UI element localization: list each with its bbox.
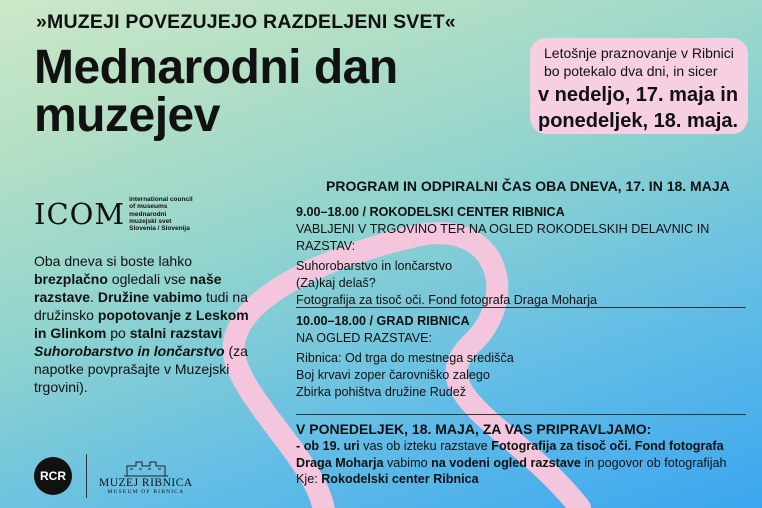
- list-item: Zbirka pohištva družine Rudež: [296, 385, 467, 399]
- list-item: Fotografija za tisoč oči. Fond fotografa Draga Moharja: [296, 293, 598, 307]
- info-line-1: Letošnje praznovanje v Ribnici: [544, 45, 734, 61]
- text-run-bold: - ob 19. uri: [296, 439, 360, 453]
- text-run-bold: popotovanje z Leskom in Glinkom: [34, 307, 249, 341]
- text-run-bold: naše razstave: [34, 271, 222, 305]
- list-item: Boj krvavi zoper čarovniško zalego: [296, 368, 490, 382]
- divider: [296, 307, 746, 308]
- text-run: ogledali vse: [107, 271, 190, 287]
- program-section-grad: [296, 313, 756, 401]
- list-item: Suhorobarstvo in lončarstvo: [296, 259, 453, 273]
- section-subheading: NA OGLED RAZSTAVE:: [296, 331, 432, 345]
- text-run-bold-italic: Suhorobarstvo in lončarstvo: [34, 343, 225, 359]
- text-run-bold: Družine vabimo: [97, 289, 203, 305]
- text-run: .: [90, 289, 98, 305]
- program-section-rokodelski: [296, 204, 756, 309]
- text-run: (za napotke povprašajte v Muzejski trgovini).: [34, 343, 248, 395]
- text-run-bold: Rokodelski center Ribnica: [321, 472, 479, 486]
- info-date-2: ponedeljek, 18. maja.: [538, 110, 739, 132]
- divider: [296, 414, 746, 415]
- muzej-ribnica-logo: [99, 457, 193, 495]
- icom-caption-line: muzejski svet: [129, 217, 172, 225]
- partner-logos: [34, 454, 193, 498]
- text-run-bold: Fotografija za tisoč oči. Fond fotografa Draga Moharja: [296, 439, 724, 470]
- text-run: vas ob izteku razstave: [359, 439, 492, 453]
- text-run-bold: brezplačno: [34, 271, 108, 287]
- info-box: [530, 38, 748, 134]
- rcr-logo: RCR: [34, 457, 72, 495]
- info-dates: [538, 82, 738, 134]
- text-run: tudi na družinsko: [34, 289, 249, 323]
- event-title: [34, 41, 398, 142]
- icom-mark: ICOM: [34, 197, 126, 232]
- text-run-bold: na vodeni ogled razstave: [431, 455, 581, 470]
- museum-name: MUZEJ RIBNICA: [99, 477, 193, 489]
- info-intro: [544, 44, 744, 80]
- info-date-1: v nedeljo, 17. maja in: [538, 84, 739, 106]
- castle-icon: [122, 457, 170, 477]
- section-heading: V PONEDELJEK, 18. MAJA, ZA VAS PRIPRAVLJAMO:: [296, 421, 652, 437]
- family-invitation-text: [34, 252, 254, 396]
- section-subheading: VABLJENI V TRGOVINO TER NA OGLED ROKODELSKIH DELAVNIC IN RAZSTAV:: [296, 222, 710, 253]
- program-section-monday: [296, 420, 756, 488]
- icom-logo: [34, 196, 193, 232]
- program-heading: PROGRAM IN ODPIRALNI ČAS OBA DNEVA, 17. IN 18. MAJA: [326, 178, 730, 194]
- section-heading: 9.00–18.00 / ROKODELSKI CENTER RIBNICA: [296, 205, 565, 219]
- info-line-2: bo potekalo dva dni, in sicer: [544, 63, 718, 79]
- event-description: [296, 438, 756, 471]
- icom-caption-line: of museums: [129, 203, 168, 211]
- icom-caption-line: international council: [129, 196, 193, 203]
- icom-caption: [129, 196, 193, 232]
- event-subtitle: »MUZEJI POVEZUJEJO RAZDELJENI SVET«: [36, 11, 456, 33]
- logo-divider: [86, 454, 87, 498]
- text-run: Oba dneva si boste lahko: [34, 253, 192, 269]
- text-run: vabimo: [383, 455, 432, 470]
- text-run: in pogovor ob fotografijah: [580, 455, 727, 470]
- section-heading: 10.00–18.00 / GRAD RIBNICA: [296, 314, 470, 328]
- text-run: po: [106, 325, 130, 341]
- title-line-1: Mednarodni dan: [34, 41, 398, 94]
- text-run: Kje:: [296, 472, 322, 486]
- icom-caption-line: Slovenia / Slovenija: [129, 225, 190, 233]
- icom-caption-line: mednarodni: [129, 210, 167, 218]
- event-location: [296, 471, 756, 488]
- title-line-2: muzejev: [34, 89, 220, 142]
- list-item: Ribnica: Od trga do mestnega središča: [296, 351, 514, 365]
- list-item: (Za)kaj delaš?: [296, 276, 376, 290]
- text-run-bold: stalni razstavi: [129, 325, 223, 341]
- museum-subtitle: MUSEUM OF RIBNICA: [107, 489, 185, 495]
